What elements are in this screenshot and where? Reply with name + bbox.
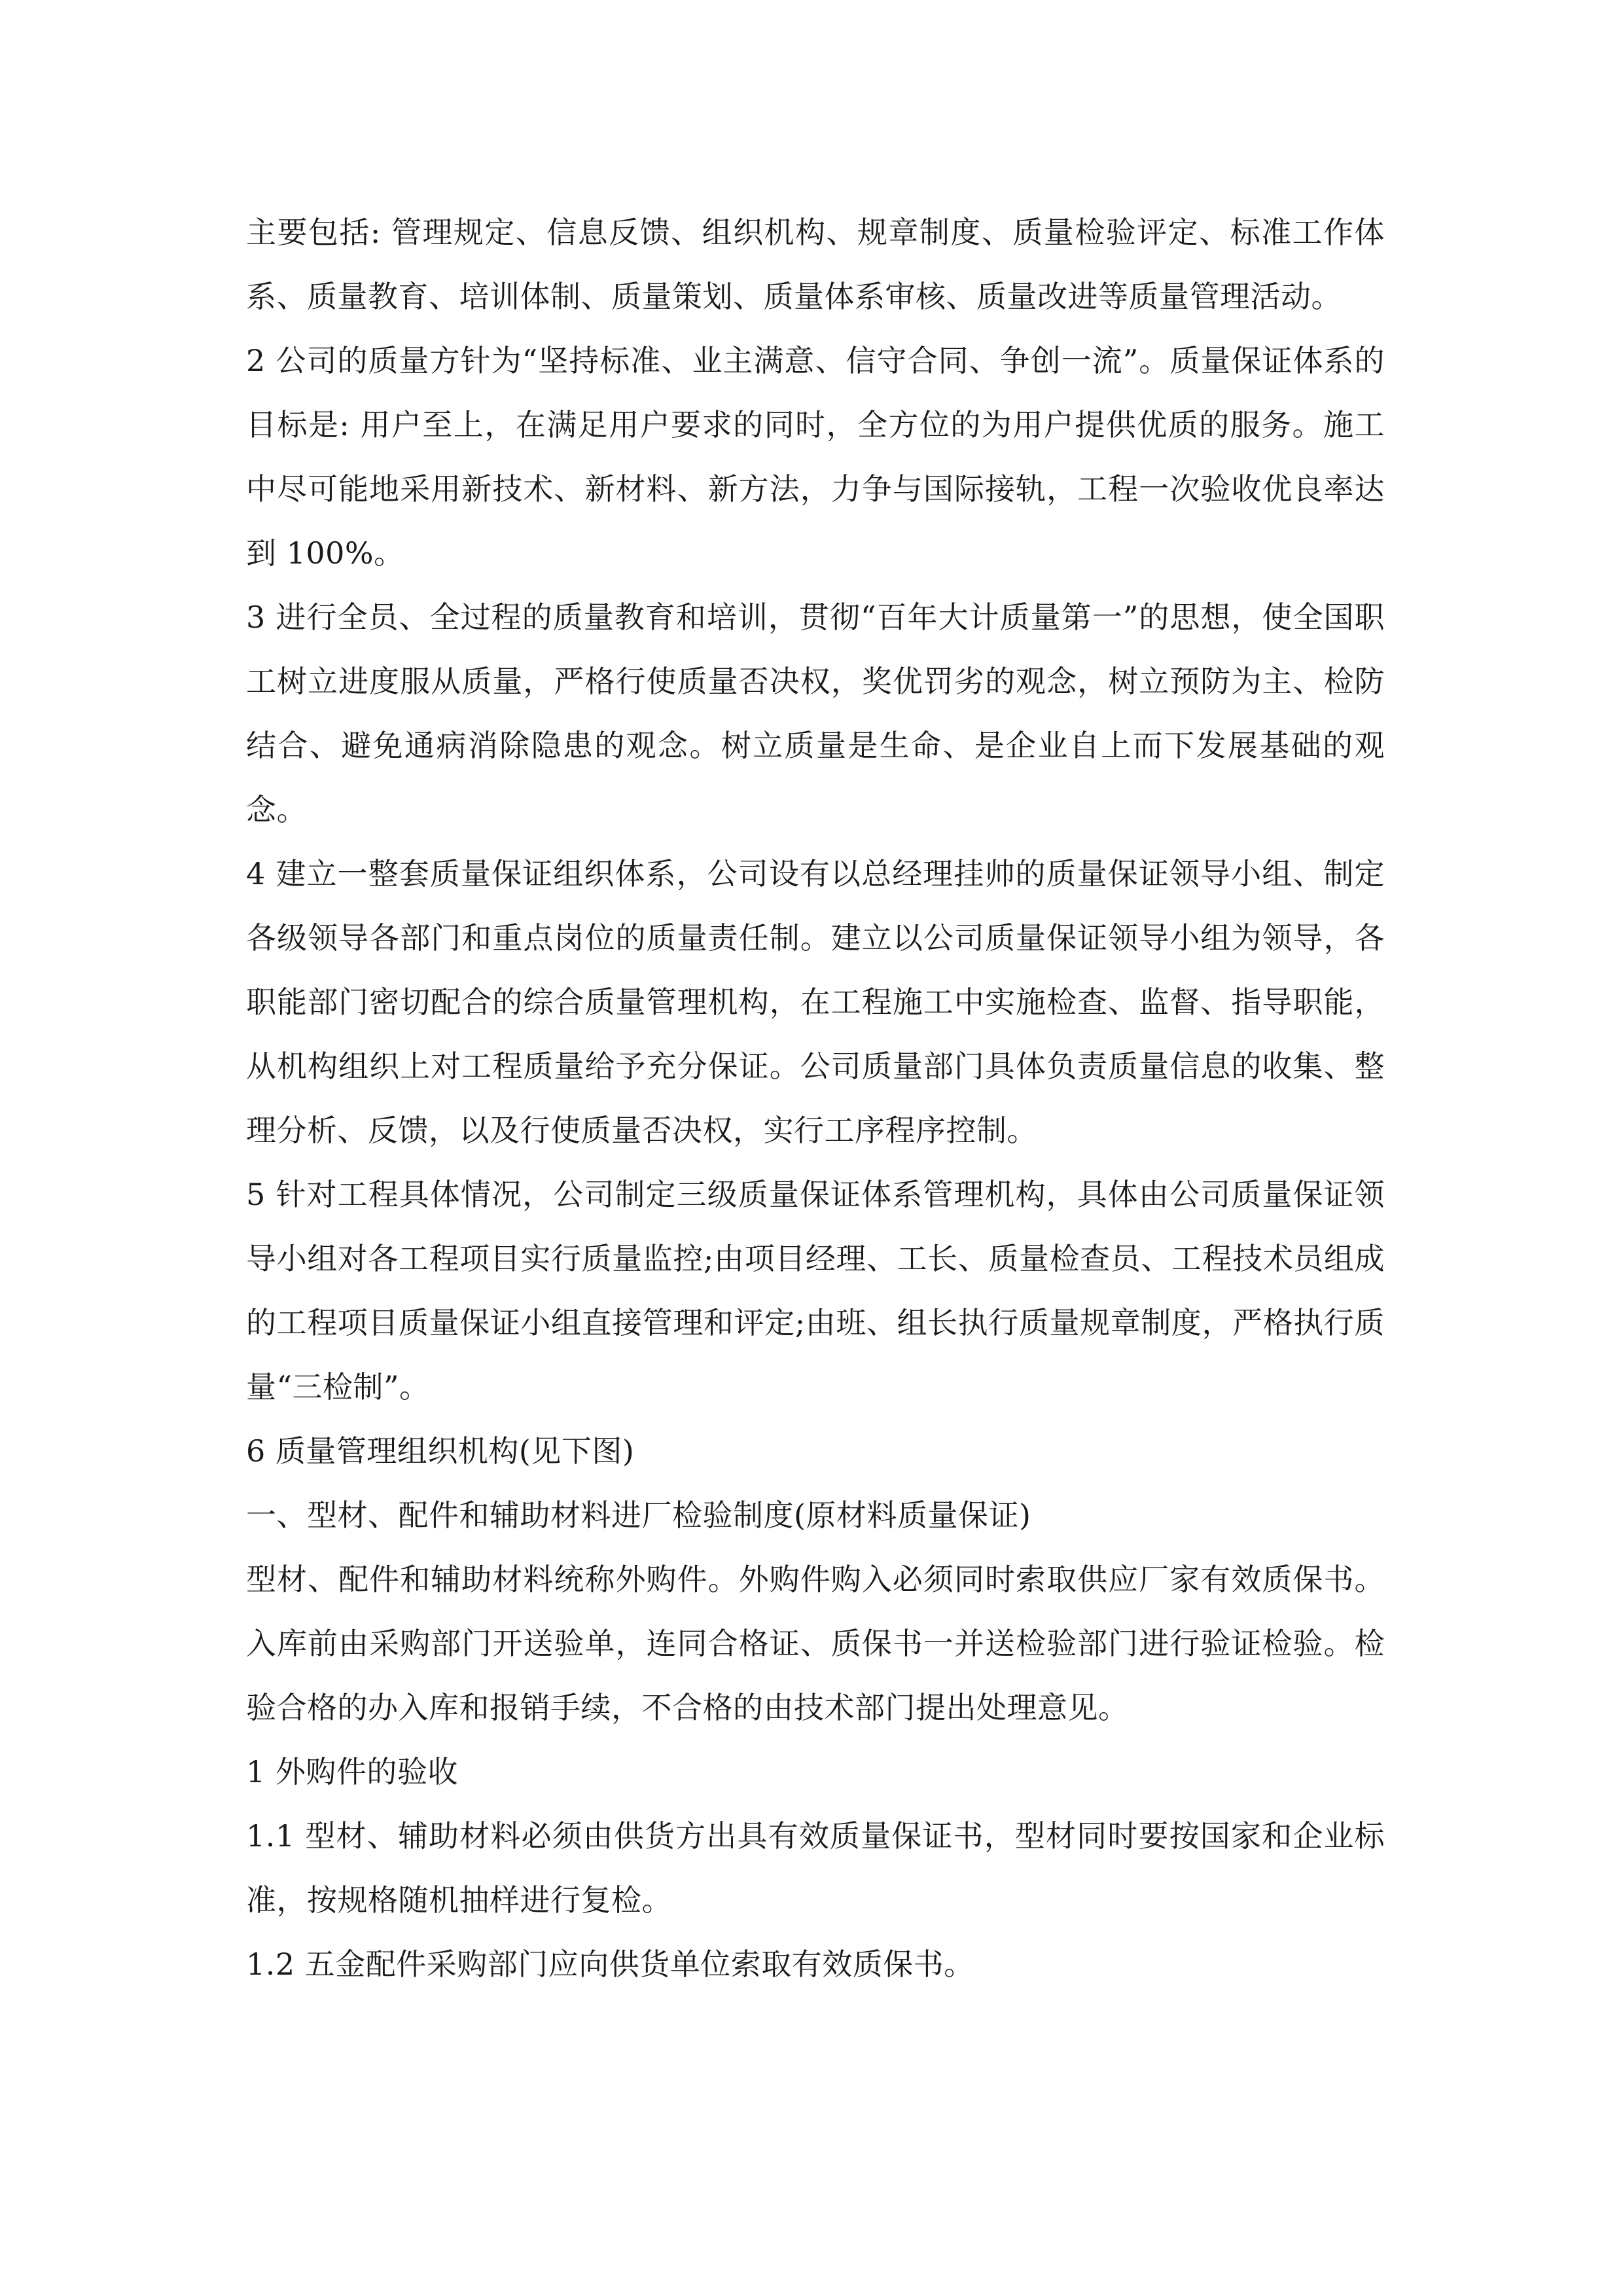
paragraph-purchased-parts: 型材、配件和辅助材料统称外购件。外购件购入必须同时索取供应厂家有效质保书。入库前由采购部门开送验单，连同合格证、质保书一并送检验部门进行验证检验。检验合格的办入库和报销手续，不合格的由技术部门提出处理意见。 bbox=[246, 1562, 1385, 1725]
document-body bbox=[246, 200, 1385, 1996]
paragraph-quality-training: 3 进行全员、全过程的质量教育和培训，贯彻“百年大计质量第一”的思想，使全国职工树立进度服从质量，严格行使质量否决权，奖优罚劣的观念，树立预防为主、检防结合、避免通病消除隐患的观念。树立质量是生命、是企业自上而下发展基础的观念。 bbox=[246, 600, 1385, 827]
paragraph-scope: 主要包括: 管理规定、信息反馈、组织机构、规章制度、质量检验评定、标准工作体系、质量教育、培训体制、质量策划、质量体系审核、质量改进等质量管理活动。 bbox=[246, 215, 1385, 314]
section-heading-material-inspection: 一、型材、配件和辅助材料进厂检验制度(原材料质量保证) bbox=[246, 1498, 1031, 1533]
paragraph-item-1-2: 1.2 五金配件采购部门应向供货单位索取有效质保书。 bbox=[246, 1946, 974, 1982]
subheading-acceptance: 1 外购件的验收 bbox=[246, 1754, 458, 1789]
paragraph-organization-system: 4 建立一整套质量保证组织体系，公司设有以总经理挂帅的质量保证领导小组、制定各级领导各部门和重点岗位的质量责任制。建立以公司质量保证领导小组为领导，各职能部门密切配合的综合质量管理机构，在工程施工中实施检查、监督、指导职能，从机构组织上对工程质量给予充分保证。公司质量部门具体负责质量信息的收集、整理分析、反馈，以及行使质量否决权，实行工序程序控制。 bbox=[246, 856, 1385, 1148]
paragraph-item-1-1: 1.1 型材、辅助材料必须由供货方出具有效质量保证书，型材同时要按国家和企业标准，按规格随机抽样进行复检。 bbox=[246, 1818, 1385, 1918]
paragraph-three-level-management: 5 针对工程具体情况，公司制定三级质量保证体系管理机构，具体由公司质量保证领导小组对各工程项目实行质量监控;由项目经理、工长、质量检查员、工程技术员组成的工程项目质量保证小组直接管理和评定;由班、组长执行质量规章制度，严格执行质量“三检制”。 bbox=[246, 1177, 1385, 1405]
paragraph-org-chart-heading: 6 质量管理组织机构(见下图) bbox=[246, 1433, 635, 1469]
paragraph-quality-policy: 2 公司的质量方针为“坚持标准、业主满意、信守合同、争创一流”。质量保证体系的目标是: 用户至上，在满足用户要求的同时，全方位的为用户提供优质的服务。施工中尽可能地采用新技术、新材料、新方法，力争与国际接轨，工程一次验收优良率达到 100%。 bbox=[246, 343, 1385, 571]
